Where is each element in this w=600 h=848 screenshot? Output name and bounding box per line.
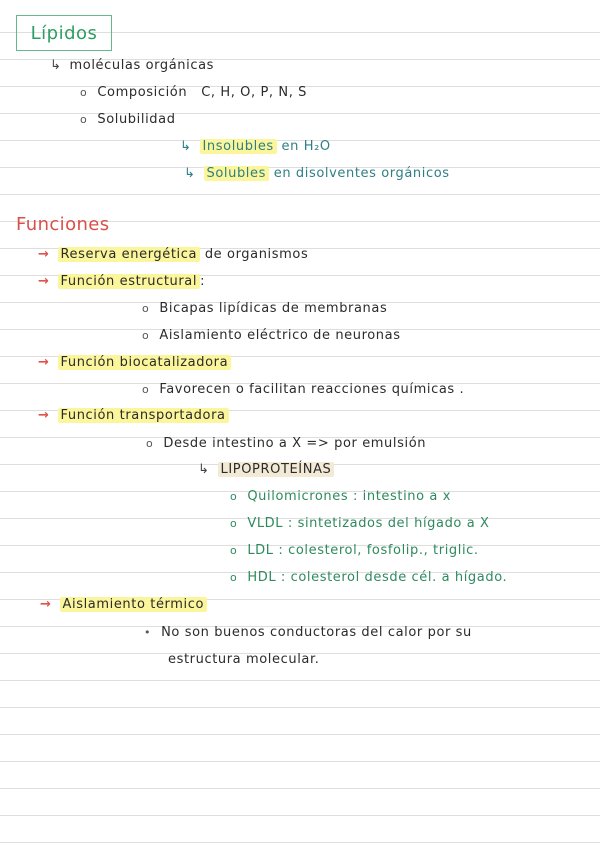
bullet-circle-icon: o — [230, 571, 238, 584]
bullet-circle-icon: o — [142, 302, 150, 315]
soluble-rest: en disolventes orgánicos — [273, 166, 450, 181]
lipoproteins-label: LIPOPROTEÍNAS — [218, 462, 335, 477]
insoluble-highlight: Insolubles — [200, 139, 277, 154]
structural-colon: : — [200, 274, 206, 289]
thermal-item-continuation — [168, 652, 319, 668]
biocatalyst-line — [38, 355, 231, 371]
bullet-circle-icon: o — [230, 490, 238, 503]
composition-label: Composición — [97, 85, 188, 100]
biocatalyst-item-text: Favorecen o facilitan reacciones químicas . — [159, 382, 465, 397]
biocatalyst-highlight: Función biocatalizadora — [58, 355, 232, 370]
return-arrow-icon: ↳ — [198, 462, 210, 477]
lipoprotein-item-1-text: Quilomicrones : intestino a x — [247, 489, 452, 504]
lipoprotein-item-4 — [230, 570, 507, 586]
arrow-right-icon: → — [38, 274, 50, 289]
thermal-item-text-2: estructura molecular. — [168, 652, 320, 667]
thermal-item — [144, 625, 472, 641]
return-arrow-icon: ↳ — [50, 58, 62, 73]
insoluble-rest: en H₂O — [281, 139, 331, 154]
biocatalyst-item — [142, 382, 464, 398]
thermal-line — [40, 597, 207, 613]
lipoprotein-item-3-text: LDL : colesterol, fosfolip., triglic. — [247, 543, 479, 558]
soluble-highlight: Solubles — [204, 166, 270, 181]
composition-value: C, H, O, P, N, S — [201, 85, 308, 100]
return-arrow-icon: ↳ — [180, 139, 192, 154]
arrow-right-icon: → — [38, 247, 50, 262]
composition-line — [80, 85, 307, 101]
arrow-right-icon: → — [38, 355, 50, 370]
bullet-circle-icon: o — [80, 86, 88, 99]
energy-highlight: Reserva energética — [58, 247, 201, 262]
page-title: Lípidos — [30, 22, 98, 44]
structural-line — [38, 274, 205, 290]
transport-item — [146, 436, 426, 452]
lipoprotein-item-3 — [230, 543, 479, 559]
definition-text: moléculas orgánicas — [69, 58, 215, 73]
structural-item-2 — [142, 328, 401, 344]
solubility-label: Solubilidad — [97, 112, 176, 127]
bullet-circle-icon: o — [230, 517, 238, 530]
bullet-circle-icon: o — [146, 437, 154, 450]
structural-item-2-text: Aislamiento eléctrico de neuronas — [159, 328, 401, 343]
return-arrow-icon: ↳ — [184, 166, 196, 181]
intro-definition-line — [50, 58, 214, 74]
bullet-circle-icon: o — [80, 113, 88, 126]
soluble-line — [184, 166, 450, 182]
energy-line — [38, 247, 308, 263]
lipoprotein-item-4-text: HDL : colesterol desde cél. a hígado. — [247, 570, 508, 585]
transport-item-text: Desde intestino a X => por emulsión — [163, 436, 427, 451]
arrow-right-icon: → — [40, 597, 52, 612]
energy-rest: de organismos — [204, 247, 309, 262]
page-title-box — [16, 15, 112, 51]
bullet-dot-icon: • — [144, 626, 152, 639]
bullet-circle-icon: o — [142, 329, 150, 342]
structural-item-1 — [142, 301, 387, 317]
structural-item-1-text: Bicapas lipídicas de membranas — [159, 301, 388, 316]
insoluble-line — [180, 139, 331, 155]
thermal-highlight: Aislamiento térmico — [60, 597, 208, 612]
lipoprotein-item-2 — [230, 516, 490, 532]
lipoproteins-line — [198, 462, 334, 478]
bullet-circle-icon: o — [230, 544, 238, 557]
arrow-right-icon: → — [38, 408, 50, 423]
structural-highlight: Función estructural — [58, 274, 201, 289]
transport-highlight: Función transportadora — [58, 408, 229, 423]
bullet-circle-icon: o — [142, 383, 150, 396]
transport-line — [38, 408, 229, 424]
solubility-line — [80, 112, 176, 128]
lipoprotein-item-2-text: VLDL : sintetizados del hígado a X — [247, 516, 490, 531]
lipoprotein-item-1 — [230, 489, 451, 505]
thermal-item-text-1: No son buenos conductoras del calor por su — [161, 625, 472, 640]
functions-heading: Funciones — [16, 214, 110, 235]
